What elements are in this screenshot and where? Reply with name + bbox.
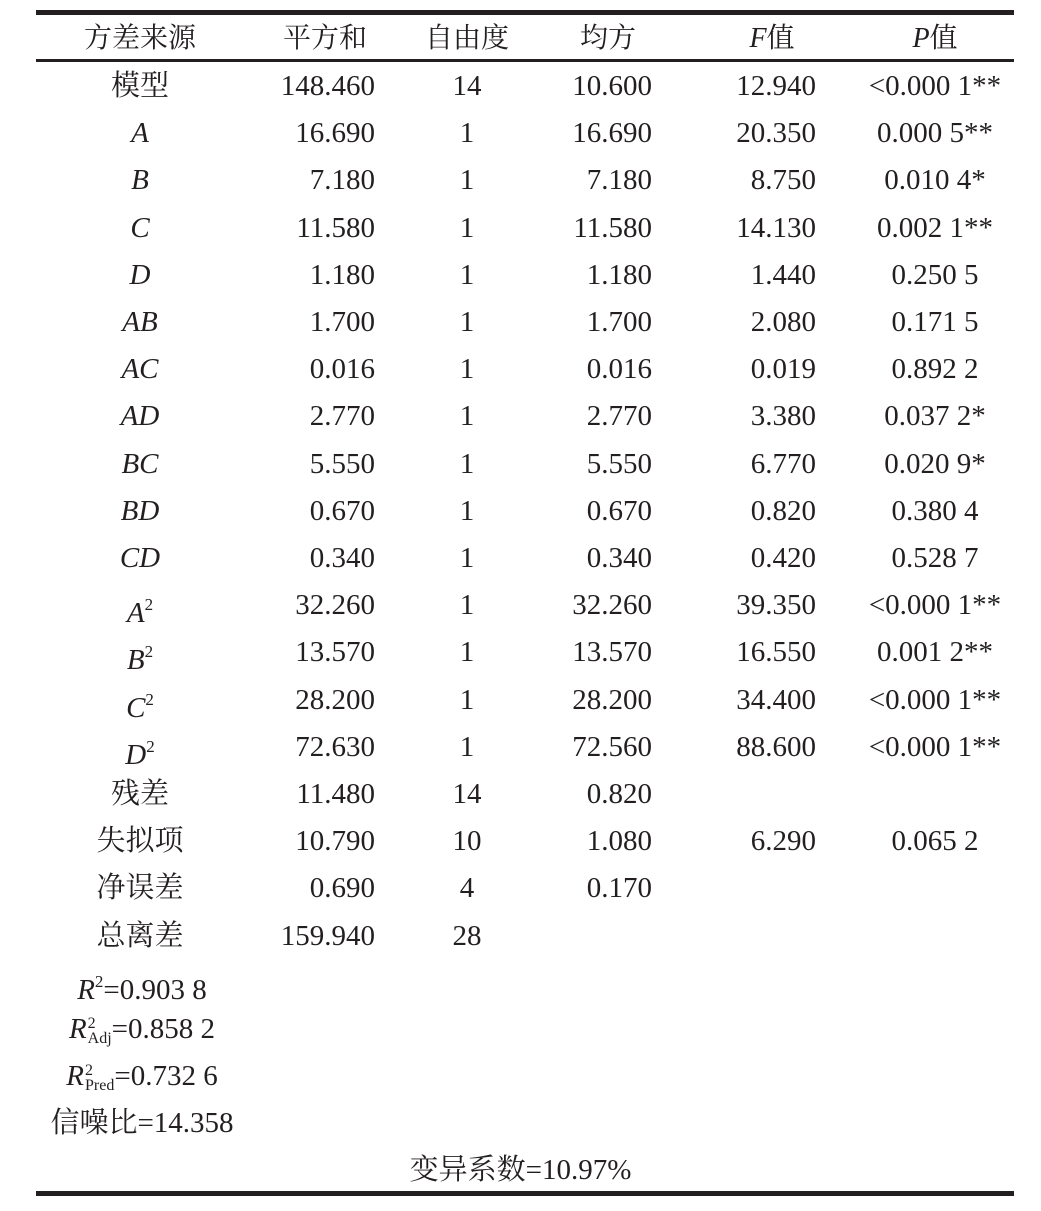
- cell-p-value: 0.000 5**: [877, 117, 993, 149]
- cell-sum-of-squares: 1.180: [309, 259, 375, 291]
- cell-source: 失拟项: [96, 825, 184, 857]
- cell-source: $B^2$: [126, 642, 154, 676]
- cell-p-value: 0.171 5: [891, 306, 979, 338]
- cell-f-value: 0.820: [750, 495, 816, 527]
- cell-df: 10: [452, 825, 482, 857]
- cell-f-value: 0.019: [750, 353, 816, 385]
- cell-f-value: 6.290: [750, 825, 816, 857]
- cell-df: 1: [459, 636, 475, 668]
- cell-mean-square: 5.550: [586, 448, 652, 480]
- cell-mean-square: 11.580: [573, 212, 652, 244]
- cell-df: 1: [459, 212, 475, 244]
- cell-sum-of-squares: 5.550: [309, 448, 375, 480]
- cell-mean-square: 1.700: [586, 306, 652, 338]
- cell-mean-square: 10.600: [572, 70, 652, 102]
- cell-df: 1: [459, 495, 475, 527]
- signal-to-noise: 信噪比=14.358: [50, 1107, 234, 1139]
- cell-source: AB: [122, 306, 158, 338]
- cell-source: AD: [120, 400, 160, 432]
- cell-df: 1: [459, 259, 475, 291]
- header-sum-of-squares: 平方和: [282, 21, 367, 54]
- cell-source: A: [131, 117, 149, 149]
- cell-p-value: <0.000 1**: [868, 684, 1002, 716]
- cell-df: 1: [459, 400, 475, 432]
- cell-mean-square: 7.180: [586, 164, 652, 196]
- cell-df: 1: [459, 589, 475, 621]
- cell-sum-of-squares: 16.690: [295, 117, 375, 149]
- cell-source: 模型: [110, 70, 169, 102]
- cell-mean-square: 16.690: [572, 117, 652, 149]
- header-f-value: F值: [749, 21, 795, 54]
- cell-p-value: 0.892 2: [891, 353, 979, 385]
- cell-sum-of-squares: 1.700: [309, 306, 375, 338]
- cell-mean-square: 13.570: [572, 636, 652, 668]
- cell-f-value: 3.380: [750, 400, 816, 432]
- cell-sum-of-squares: 13.570: [295, 636, 375, 668]
- top-rule: [36, 10, 1014, 15]
- coefficient-of-variation: 变异系数=10.97%: [409, 1154, 632, 1186]
- cell-source: BD: [120, 495, 160, 527]
- header-rule: [36, 59, 1014, 62]
- cell-sum-of-squares: 7.180: [309, 164, 375, 196]
- cell-source: 总离差: [96, 920, 184, 952]
- cell-mean-square: 1.180: [586, 259, 652, 291]
- cell-sum-of-squares: 28.200: [295, 684, 375, 716]
- cell-f-value: 34.400: [736, 684, 816, 716]
- cell-p-value: [850, 868, 1020, 908]
- cell-mean-square: 0.340: [586, 542, 652, 574]
- cell-df: 1: [459, 448, 475, 480]
- cell-f-value: 16.550: [736, 636, 816, 668]
- cell-p-value: 0.010 4*: [884, 164, 986, 196]
- cell-sum-of-squares: 0.670: [309, 495, 375, 527]
- cell-df: 1: [459, 684, 475, 716]
- cell-sum-of-squares: 148.460: [280, 70, 375, 102]
- cell-source: B: [131, 164, 149, 196]
- cell-df: 1: [459, 353, 475, 385]
- cell-source: CD: [119, 542, 161, 574]
- cell-source: $C^2$: [126, 690, 154, 724]
- cell-source: D: [129, 259, 151, 291]
- cell-f-value: 39.350: [736, 589, 816, 621]
- r-squared-adj: R 2 Adj =0.858 2: [68, 1013, 216, 1048]
- cell-mean-square: 1.080: [586, 825, 652, 857]
- cell-p-value: 0.037 2*: [884, 400, 986, 432]
- bottom-rule: [36, 1191, 1014, 1196]
- cell-sum-of-squares: 0.690: [309, 872, 375, 904]
- cell-p-value: <0.000 1**: [868, 589, 1002, 621]
- header-mean-square: 均方: [579, 21, 636, 54]
- cell-source: $D^2$: [125, 737, 155, 771]
- cell-mean-square: 32.260: [572, 589, 652, 621]
- cell-df: 1: [459, 117, 475, 149]
- cell-source: 净误差: [96, 872, 184, 904]
- cell-f-value: 20.350: [736, 117, 816, 149]
- cell-p-value: 0.002 1**: [877, 212, 993, 244]
- cell-f-value: [700, 916, 816, 956]
- cell-p-value: 0.528 7: [891, 542, 979, 574]
- cell-f-value: 14.130: [736, 212, 816, 244]
- cell-sum-of-squares: 10.790: [295, 825, 375, 857]
- cell-f-value: [700, 868, 816, 908]
- cell-sum-of-squares: 11.480: [296, 778, 375, 810]
- cell-mean-square: 0.016: [586, 353, 652, 385]
- cell-mean-square: 0.170: [586, 872, 652, 904]
- cell-df: 4: [459, 872, 475, 904]
- cell-p-value: <0.000 1**: [868, 70, 1002, 102]
- cell-sum-of-squares: 159.940: [280, 920, 375, 952]
- cell-df: 28: [452, 920, 482, 952]
- header-p-value: P值: [912, 21, 958, 54]
- cell-df: 14: [452, 778, 482, 810]
- cell-df: 1: [459, 731, 475, 763]
- cell-p-value: <0.000 1**: [868, 731, 1002, 763]
- cell-f-value: 1.440: [750, 259, 816, 291]
- cell-source: AC: [121, 353, 159, 385]
- cell-p-value: [850, 916, 1020, 956]
- cell-mean-square: 0.670: [586, 495, 652, 527]
- cell-f-value: 88.600: [736, 731, 816, 763]
- cell-df: 1: [459, 542, 475, 574]
- cell-df: 14: [452, 70, 482, 102]
- cell-source: C: [130, 212, 150, 244]
- header-df: 自由度: [424, 21, 509, 54]
- cell-sum-of-squares: 11.580: [296, 212, 375, 244]
- cell-sum-of-squares: 32.260: [295, 589, 375, 621]
- cell-sum-of-squares: 0.016: [309, 353, 375, 385]
- cell-mean-square: 0.820: [586, 778, 652, 810]
- cell-p-value: 0.001 2**: [877, 636, 993, 668]
- cell-f-value: 8.750: [750, 164, 816, 196]
- header-source: 方差来源: [83, 21, 196, 54]
- cell-df: 1: [459, 306, 475, 338]
- cell-f-value: 0.420: [750, 542, 816, 574]
- cell-p-value: 0.380 4: [891, 495, 979, 527]
- cell-p-value: [850, 774, 1020, 814]
- cell-df: 1: [459, 164, 475, 196]
- cell-p-value: 0.065 2: [891, 825, 979, 857]
- cell-source: $A^2$: [126, 595, 154, 629]
- cell-source: BC: [121, 448, 159, 480]
- cell-sum-of-squares: 0.340: [309, 542, 375, 574]
- cell-f-value: 2.080: [750, 306, 816, 338]
- r-squared: $R^2=0.903$ 8: [77, 972, 207, 1006]
- cell-sum-of-squares: 2.770: [309, 400, 375, 432]
- cell-source: 残差: [110, 778, 169, 810]
- cell-mean-square: 72.560: [572, 731, 652, 763]
- cell-sum-of-squares: 72.630: [295, 731, 375, 763]
- r-squared-pred: R 2 Pred =0.732 6: [66, 1060, 218, 1095]
- cell-p-value: 0.250 5: [891, 259, 979, 291]
- cell-mean-square: 2.770: [586, 400, 652, 432]
- cell-f-value: [700, 774, 816, 814]
- cell-f-value: 6.770: [750, 448, 816, 480]
- cell-mean-square: [540, 916, 652, 956]
- cell-mean-square: 28.200: [572, 684, 652, 716]
- cell-p-value: 0.020 9*: [884, 448, 986, 480]
- cell-f-value: 12.940: [736, 70, 816, 102]
